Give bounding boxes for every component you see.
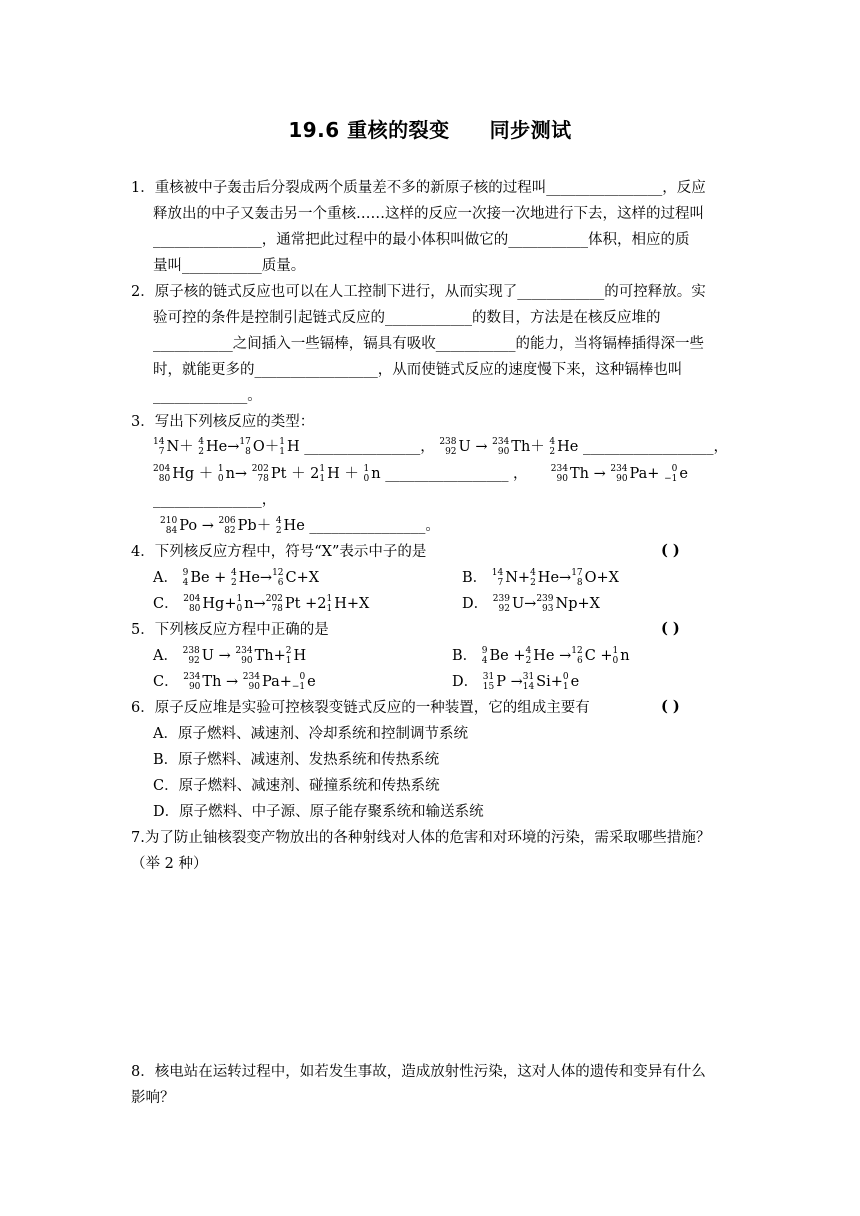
nuclide-pa234: 234 90 <box>242 672 260 692</box>
q5-answer-paren: ( ) <box>661 620 680 637</box>
q3-stem: 3．写出下列核反应的类型： <box>131 414 315 430</box>
nuclide-h1: 1 1 <box>319 464 326 484</box>
nuclide-be9: 9 4 <box>182 568 189 588</box>
nuclide-u239: 239 92 <box>492 594 510 614</box>
q3-reaction-row-1: 14 7 N＋ 4 2 He→ 17 8 O＋ 1 1 H ________________， 238 92 U → 234 90 Th＋ 4 2 He __________________， <box>153 437 728 457</box>
nuclide-n1: 1 0 <box>236 594 243 614</box>
nuclide-he4: 4 2 <box>525 646 532 666</box>
q4-option-d: D． 239 92 U→ 239 93 Np+X <box>462 594 600 614</box>
nuclide-u238: 238 92 <box>182 646 200 666</box>
nuclide-he4: 4 2 <box>230 568 237 588</box>
nuclide-h1: 1 1 <box>326 594 333 614</box>
nuclide-pt202: 202 78 <box>265 594 283 614</box>
nuclide-he4: 4 2 <box>198 437 204 457</box>
q2-line-5: _____________。 <box>153 388 262 404</box>
nuclide-be9: 9 4 <box>481 646 488 666</box>
q6-option-c: C．原子燃料、减速剂、碰撞系统和传热系统 <box>153 778 440 794</box>
q5-option-c: C． 234 90 Th → 234 90 Pa+ 0 −1 e <box>153 672 316 692</box>
q3-reaction-row-2: 204 80 Hg ＋ 1 0 n→ 202 78 Pt ＋ 2 1 1 H ＋ 1 0 n _________________ ， 234 90 Th → 234 90 Pa+ 0 −1 e <box>153 464 688 484</box>
nuclide-pt202: 202 78 <box>251 464 269 484</box>
q4-stem: 4．下列核反应方程中，符号“X”表示中子的是 <box>131 544 427 560</box>
nuclide-n1: 1 0 <box>612 646 619 666</box>
q5-option-a: A． 238 92 U → 234 90 Th+ 2 1 H <box>153 646 307 666</box>
q7-line-1: 7.为了防止铀核裂变产物放出的各种射线对人体的危害和对环境的污染，需采取哪些措施？ <box>131 830 711 846</box>
nuclide-p31: 31 15 <box>482 672 495 692</box>
q6-stem: 6．原子反应堆是实验可控核裂变链式反应的一种装置，它的组成主要有 <box>131 700 590 716</box>
q5-option-d: D． 31 15 P → 31 14 Si+ 0 1 e <box>452 672 580 692</box>
nuclide-h2: 2 1 <box>285 646 292 666</box>
nuclide-o17: 17 8 <box>239 437 251 457</box>
nuclide-si31: 31 14 <box>522 672 535 692</box>
q6-option-a: A．原子燃料、减速剂、冷却系统和控制调节系统 <box>153 726 468 742</box>
q5-stem: 5．下列核反应方程中正确的是 <box>131 622 329 638</box>
title-sub: 同步测试 <box>489 118 572 142</box>
nuclide-he4: 4 2 <box>275 516 282 536</box>
nuclide-u238: 238 92 <box>439 437 457 457</box>
nuclide-n1: 1 0 <box>217 464 224 484</box>
q2-line-2: 验可控的条件是控制引起链式反应的____________的数目，方法是在核反应堆的 <box>153 310 661 326</box>
q7-line-2: （举 2 种） <box>131 856 208 872</box>
q4-option-c: C． 204 80 Hg+ 1 0 n→ 202 78 Pt +2 1 1 H+X <box>153 594 370 614</box>
q6-answer-paren: ( ) <box>661 698 680 715</box>
nuclide-he4: 4 2 <box>549 437 556 457</box>
nuclide-n14: 14 7 <box>491 568 504 588</box>
q1-line-4: 量叫___________质量。 <box>153 258 306 274</box>
nuclide-hg204: 204 80 <box>153 464 171 484</box>
q4-answer-paren: ( ) <box>661 542 680 559</box>
nuclide-th234: 234 90 <box>183 672 201 692</box>
nuclide-he4: 4 2 <box>530 568 536 588</box>
q5-option-b: B． 9 4 Be + 4 2 He → 12 6 C + 1 0 n <box>452 646 630 666</box>
q4-option-a: A． 9 4 Be + 4 2 He→ 12 6 C+X <box>153 568 320 588</box>
nuclide-c12: 12 6 <box>272 568 284 588</box>
nuclide-th234: 234 90 <box>550 464 568 484</box>
nuclide-e0: 0 −1 <box>291 672 306 692</box>
q3-reaction-row-4: 210 84 Po → 206 82 Pb＋ 4 2 He ________________。 <box>160 516 440 536</box>
nuclide-np239: 239 93 <box>536 594 554 614</box>
q4-option-b: B． 14 7 N+ 4 2 He→ 17 8 O+X <box>462 568 620 588</box>
q6-option-b: B．原子燃料、减速剂、发热系统和传热系统 <box>153 752 440 768</box>
q2-line-3: ___________之间插入一些镉棒，镉具有吸收___________的能力，当将镉棒插得深一些 <box>153 336 704 352</box>
q6-option-d: D．原子燃料、中子源、原子能存聚系统和输送系统 <box>153 804 484 820</box>
nuclide-n14: 14 7 <box>153 437 165 457</box>
nuclide-po210: 210 84 <box>160 516 178 536</box>
nuclide-pb206: 206 82 <box>218 516 236 536</box>
page-title <box>0 114 860 143</box>
nuclide-h1: 1 1 <box>279 437 285 457</box>
q2-line-4: 时，就能更多的_________________，从而使链式反应的速度慢下来，这种镉棒也叫 <box>153 362 683 378</box>
nuclide-o17: 17 8 <box>571 568 583 588</box>
q1-line-1: 1．重核被中子轰击后分裂成两个质量差不多的新原子核的过程叫________________，反应 <box>131 180 706 196</box>
q1-line-3: _______________，通常把此过程中的最小体积叫做它的___________体积，相应的质 <box>153 232 690 248</box>
nuclide-e0-positron: 0 1 <box>562 672 569 692</box>
nuclide-hg204: 204 80 <box>183 594 201 614</box>
nuclide-e0: 0 −1 <box>664 464 678 484</box>
q8-line-1: 8．核电站在运转过程中，如若发生事故，造成放射性污染，这对人体的遗传和变异有什么 <box>131 1064 706 1080</box>
nuclide-c12: 12 6 <box>571 646 583 666</box>
nuclide-th234: 234 90 <box>492 437 510 457</box>
title-main: 19.6 重核的裂变 <box>288 118 450 142</box>
q8-line-2: 影响？ <box>131 1090 175 1106</box>
q2-line-1: 2．原子核的链式反应也可以在人工控制下进行，从而实现了____________的可控释放。实 <box>131 284 706 300</box>
nuclide-th234: 234 90 <box>235 646 253 666</box>
nuclide-n1: 1 0 <box>363 464 370 484</box>
nuclide-pa234: 234 90 <box>610 464 628 484</box>
q1-line-2: 释放出的中子又轰击另一个重核……这样的反应一次接一次地进行下去，这样的过程叫 <box>153 206 704 222</box>
q3-reaction-row-3: _______________， <box>153 492 277 508</box>
